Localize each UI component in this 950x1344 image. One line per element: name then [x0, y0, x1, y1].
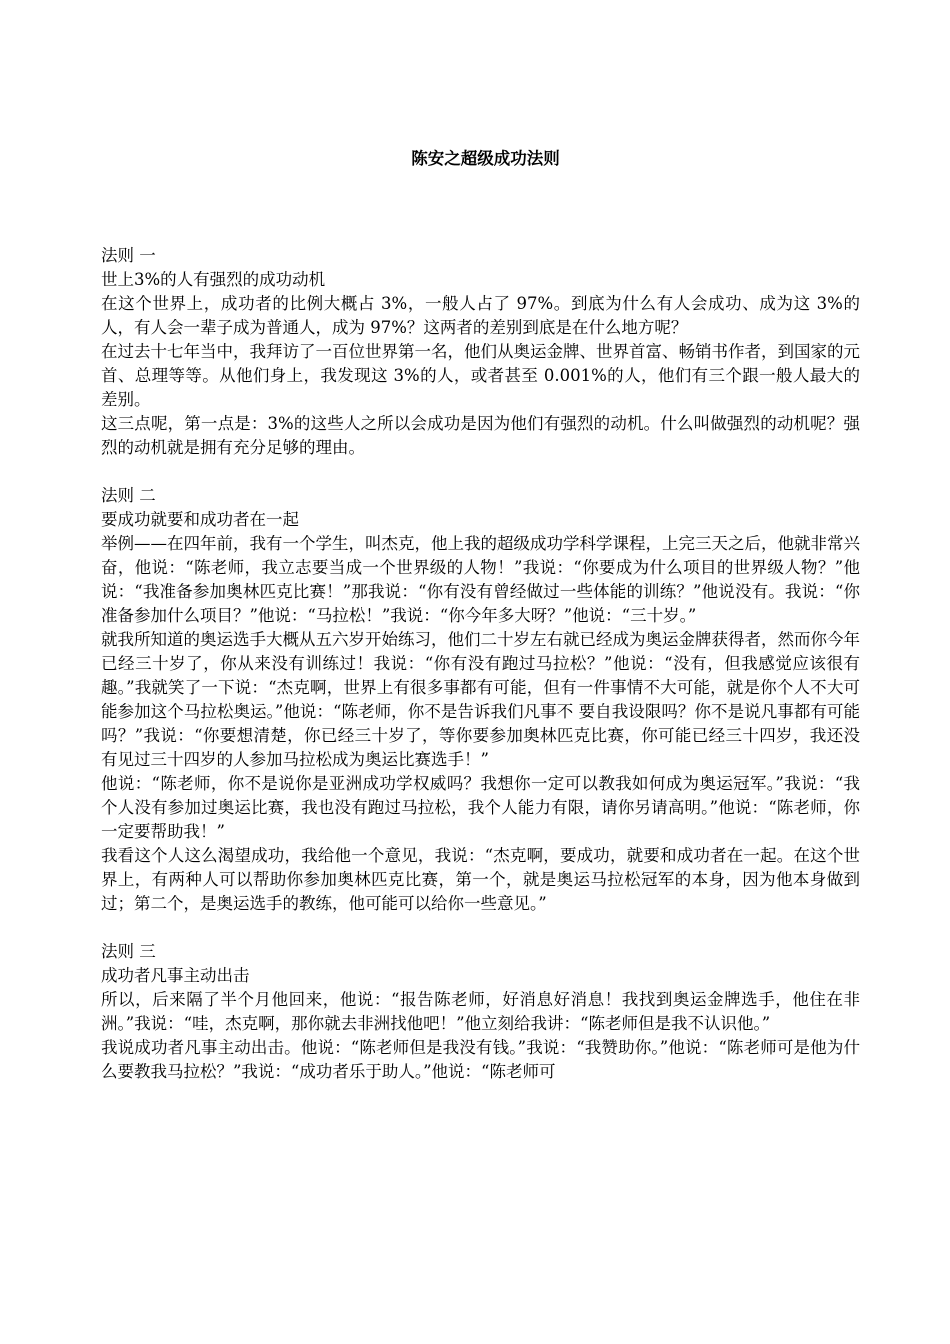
paragraph: 所以，后来隔了半个月他回来，他说：“报告陈老师，好消息好消息！我找到奥运金牌选手，他住在非洲。”我说：“哇，杰克啊，那你就去非洲找他吧！”他立刻给我讲：“陈老师但是我不认识他。”	[101, 990, 860, 1033]
paragraph: 我看这个人这么渴望成功，我给他一个意见，我说：“杰克啊，要成功，就要和成功者在一起。在这个世界上，有两种人可以帮助你参加奥林匹克比赛，第一个，就是奥运马拉松冠军的本身，因为他本身做到过；第二个，是奥运选手的教练，他可能可以给你一些意见。”	[101, 846, 860, 913]
rule-subtitle: 要成功就要和成功者在一起	[101, 510, 299, 529]
rule-heading: 法则 一	[101, 246, 156, 265]
document-title: 陈安之超级成功法则	[411, 149, 560, 168]
rule-section-3	[101, 940, 860, 1084]
rule-heading: 法则 三	[101, 942, 156, 961]
rule-section-2	[101, 484, 860, 916]
paragraph: 这三点呢，第一点是：3%的这些人之所以会成功是因为他们有强烈的动机。什么叫做强烈的动机呢？强烈的动机就是拥有充分足够的理由。	[101, 414, 860, 457]
paragraph: 在这个世界上，成功者的比例大概占 3%，一般人占了 97%。到底为什么有人会成功、成为这 3%的人，有人会一辈子成为普通人，成为 97%？这两者的差别到底是在什么地方呢？	[101, 294, 860, 337]
paragraph: 我说成功者凡事主动出击。他说：“陈老师但是我没有钱。”我说：“我赞助你。”他说：“陈老师可是他为什么要教我马拉松？”我说：“成功者乐于助人。”他说：“陈老师可	[101, 1038, 860, 1081]
rule-heading: 法则 二	[101, 486, 156, 505]
paragraph: 他说：“陈老师，你不是说你是亚洲成功学权威吗？我想你一定可以教我如何成为奥运冠军。”我说：“我个人没有参加过奥运比赛，我也没有跑过马拉松，我个人能力有限，请你另请高明。”他说：“陈老师，你一定要帮助我！”	[101, 774, 860, 841]
paragraph: 就我所知道的奥运选手大概从五六岁开始练习，他们二十岁左右就已经成为奥运金牌获得者，然而你今年已经三十岁了，你从来没有训练过！我说：“你有没有跑过马拉松？”他说：“没有，但我感觉应该很有趣。”我就笑了一下说：“杰克啊，世界上有很多事都有可能，但有一件事情不大可能，就是你个人不大可能参加这个马拉松奥运。”他说：“陈老师，你不是告诉我们凡事不 要自我设限吗？你不是说凡事都有可能吗？”我说：“你要想清楚，你已经三十岁了，等你要参加奥林匹克比赛，你可能已经三十四岁，我还没有见过三十四岁的人参加马拉松成为奥运比赛选手！”	[101, 630, 860, 769]
paragraph: 在过去十七年当中，我拜访了一百位世界第一名，他们从奥运金牌、世界首富、畅销书作者，到国家的元首、总理等等。从他们身上，我发现这 3%的人，或者甚至 0.001%的人，他们有三个跟一般人最大的差别。	[101, 342, 860, 409]
rule-subtitle: 成功者凡事主动出击	[101, 966, 250, 985]
rule-subtitle: 世上3%的人有强烈的成功动机	[101, 270, 326, 289]
rule-section-1	[101, 244, 860, 460]
paragraph: 举例——在四年前，我有一个学生，叫杰克，他上我的超级成功学科学课程，上完三天之后，他就非常兴奋，他说：“陈老师，我立志要当成一个世界级的人物！”我说：“你要成为什么项目的世界级人物？”他说：“我准备参加奥林匹克比赛！”那我说：“你有没有曾经做过一些体能的训练？”他说没有。我说：“你准备参加什么项目？”他说：“马拉松！”我说：“你今年多大呀？”他说：“三十岁。”	[101, 534, 860, 625]
